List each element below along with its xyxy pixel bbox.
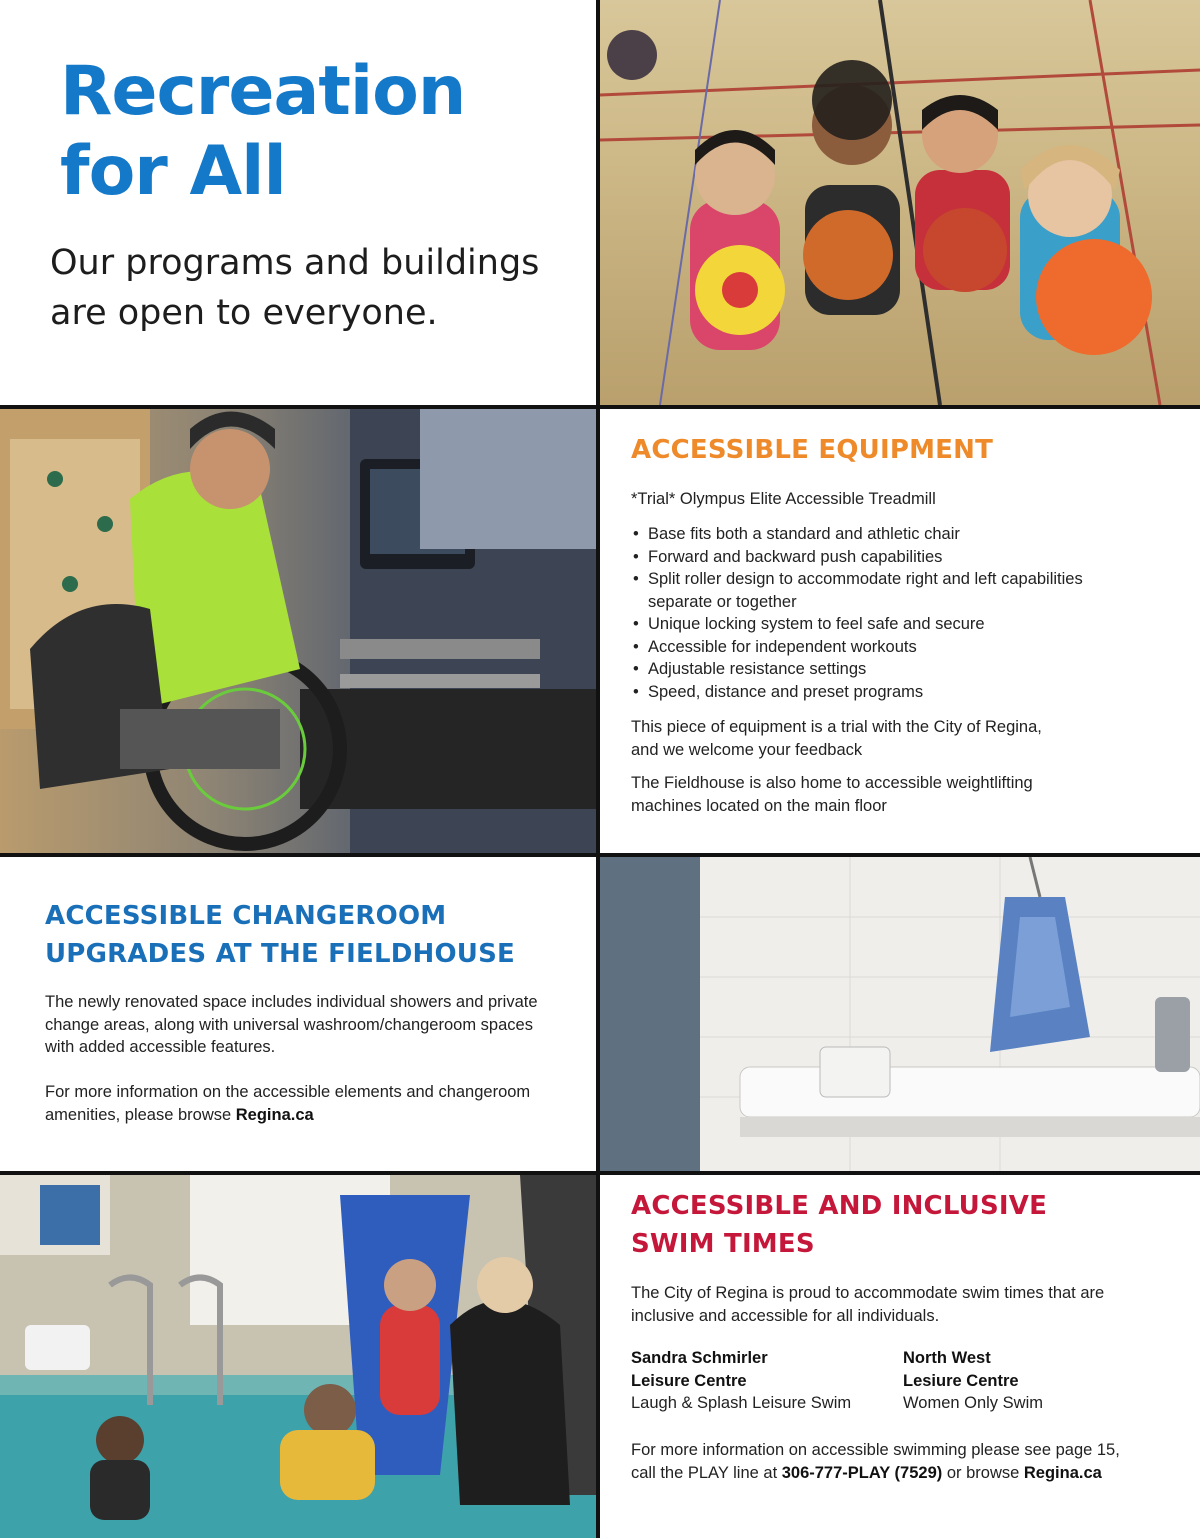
- accessible-changeroom-section: [0, 857, 596, 1171]
- location-north-west: [903, 1347, 1173, 1415]
- trial-feedback-paragraph: This piece of equipment is a trial with the City of Regina, and we welcome your feedback: [631, 718, 1042, 759]
- changeroom-photo: [600, 857, 1200, 1171]
- swim-more-info: For more information on accessible swimming please see page 15, call the PLAY line at 306-777-PLAY (7529) or browse Regina.ca: [631, 1441, 1120, 1482]
- list-item: • Unique locking system to feel safe and secure: [631, 613, 1171, 636]
- accessible-equipment-heading: ACCESSIBLE EQUIPMENT: [631, 435, 994, 465]
- location-name: Lesiure Centre: [903, 1371, 1019, 1390]
- regina-link[interactable]: Regina.ca: [235, 1105, 314, 1124]
- regina-link[interactable]: Regina.ca: [1023, 1463, 1102, 1482]
- accessible-swim-photo: [0, 1175, 596, 1538]
- list-item: • Split roller design to accommodate right and left capabilities separate or together: [631, 568, 1171, 613]
- treadmill-intro: *Trial* Olympus Elite Accessible Treadmill: [631, 490, 936, 508]
- accessible-swim-section: [600, 1175, 1200, 1538]
- swim-intro: The City of Regina is proud to accommodate swim times that are inclusive and accessible for all individuals.: [631, 1284, 1105, 1325]
- page-subtitle-line2: are open to everyone.: [50, 293, 438, 333]
- list-item: • Speed, distance and preset programs: [631, 681, 1171, 704]
- page-title: [60, 52, 465, 212]
- weightlifting-paragraph: The Fieldhouse is also home to accessible weightlifting machines located on the main floor: [631, 774, 1033, 815]
- swim-times-heading: ACCESSIBLE AND INCLUSIVE SWIM TIMES: [631, 1191, 1048, 1259]
- play-line-phone[interactable]: 306-777-PLAY (7529): [781, 1463, 943, 1482]
- list-item: • Accessible for independent workouts: [631, 636, 1171, 659]
- location-program: Laugh & Splash Leisure Swim: [631, 1394, 852, 1412]
- location-name: Leisure Centre: [631, 1371, 747, 1390]
- accessible-treadmill-photo: [0, 409, 596, 853]
- kids-photo-illustration: [600, 0, 1200, 405]
- page-subtitle-line1: Our programs and buildings: [50, 243, 540, 283]
- list-item: • Base fits both a standard and athletic chair: [631, 523, 1171, 546]
- page-title-line1: Recreation: [60, 52, 466, 131]
- location-name: Sandra Schmirler: [631, 1349, 768, 1367]
- location-name: North West: [903, 1349, 991, 1367]
- treadmill-photo-illustration: [0, 409, 596, 853]
- changeroom-photo-illustration: [600, 857, 1200, 1171]
- changeroom-description: The newly renovated space includes individual showers and private change areas, along with universal washroom/changeroom spaces with added accessible features.: [45, 993, 538, 1056]
- changeroom-heading: ACCESSIBLE CHANGEROOM UPGRADES AT THE FIELDHOUSE: [45, 901, 515, 969]
- kids-with-balls-photo: [600, 0, 1200, 405]
- treadmill-features-list: [631, 523, 1171, 703]
- changeroom-more-info: For more information on the accessible elements and changeroom amenities, please browse Regina.ca: [45, 1083, 531, 1124]
- page-title-line2: for All: [60, 132, 286, 211]
- location-program: Women Only Swim: [903, 1394, 1043, 1412]
- title-panel: [0, 0, 596, 405]
- location-sandra-schmirler: [631, 1347, 901, 1415]
- list-item: • Adjustable resistance settings: [631, 658, 1171, 681]
- list-item: • Forward and backward push capabilities: [631, 546, 1171, 569]
- page-subtitle: [50, 238, 539, 338]
- pool-photo-illustration: [0, 1175, 596, 1538]
- accessible-equipment-section: [600, 409, 1200, 853]
